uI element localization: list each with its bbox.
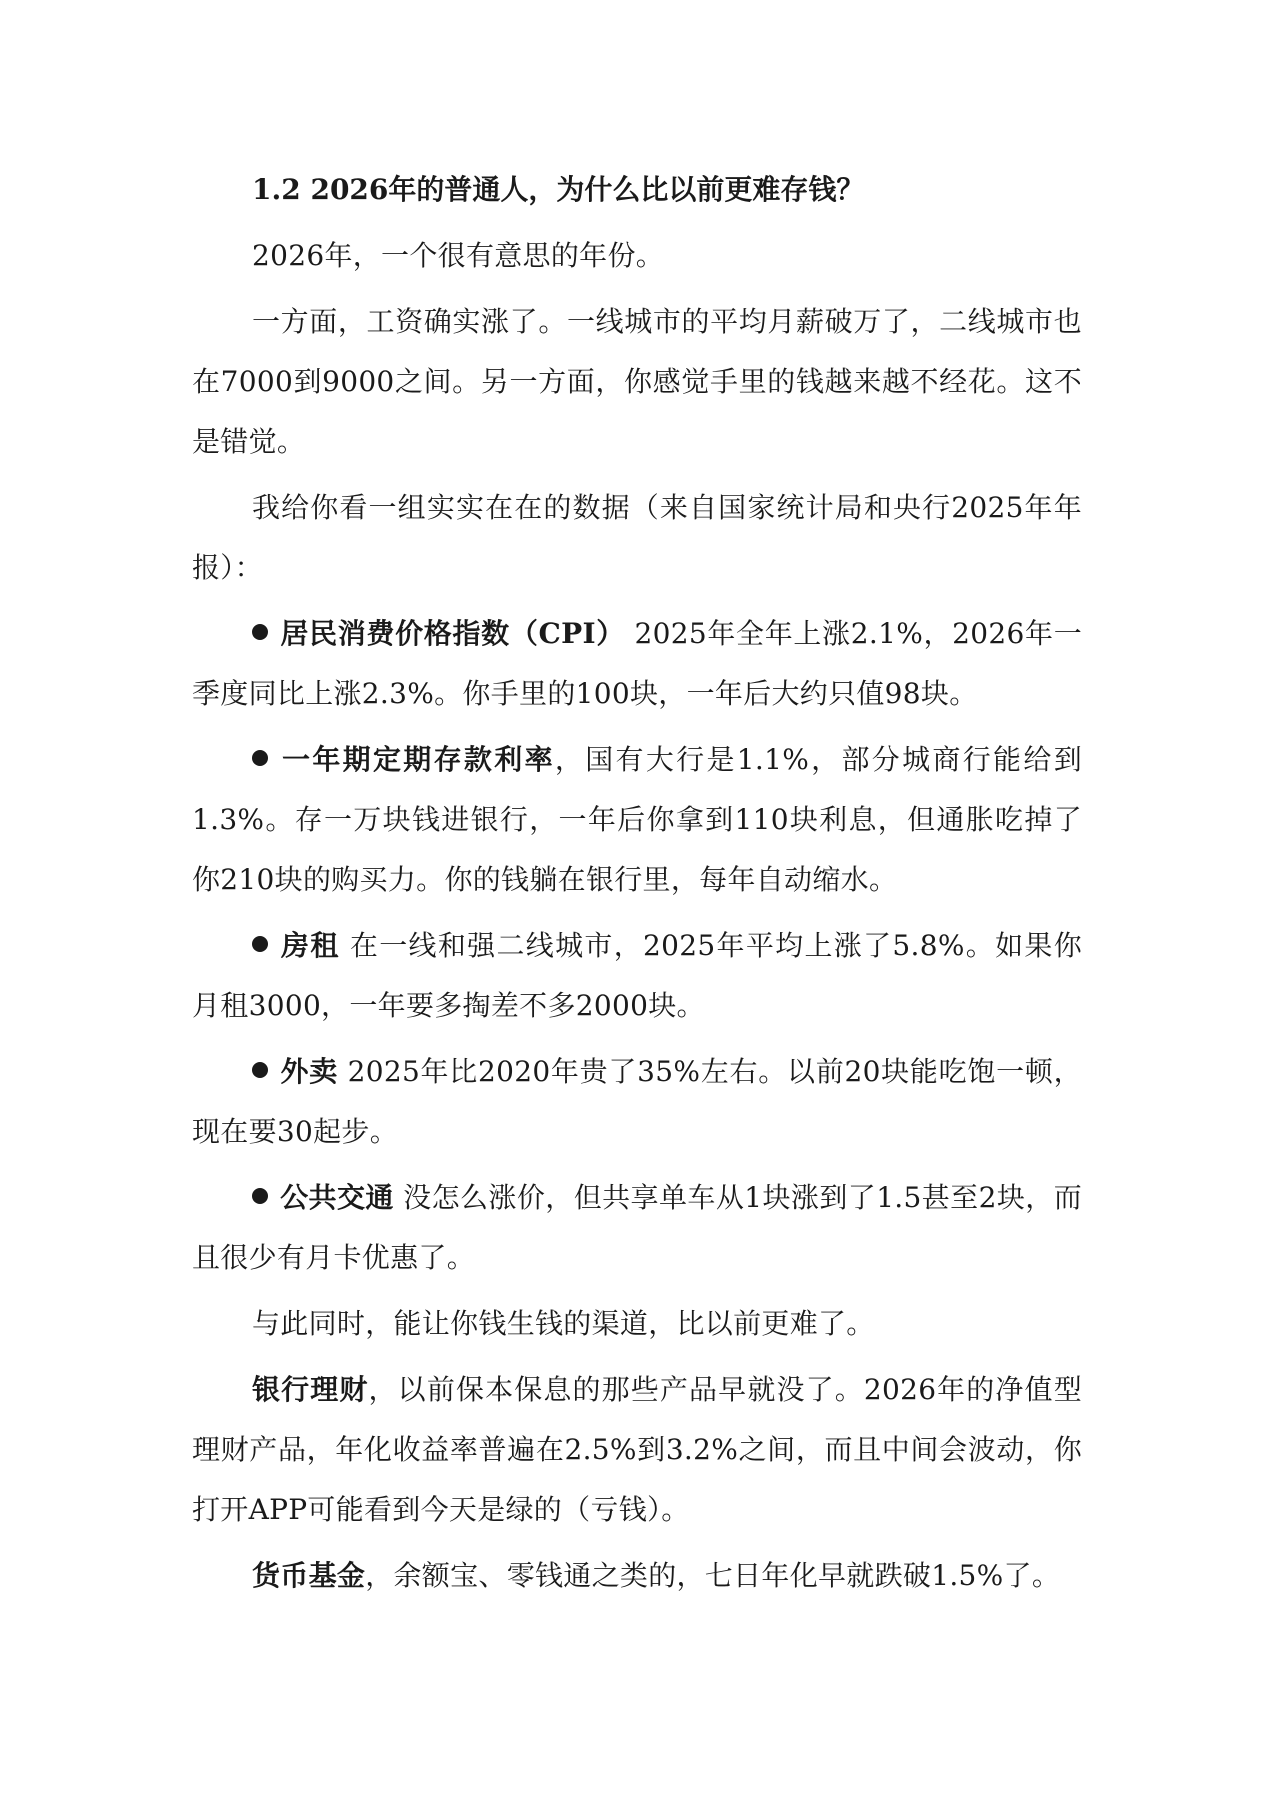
fund-text: ，余额宝、零钱通之类的，七日年化早就跌破1.5%了。	[365, 1559, 1061, 1592]
paragraph-intro: 2026年，一个很有意思的年份。	[252, 239, 665, 272]
paragraph-wages: 一方面，工资确实涨了。一线城市的平均月薪破万了，二线城市也在7000到9000之间。另一方面，你感觉手里的钱越来越不经花。这不是错觉。	[192, 305, 1082, 458]
bank-term: 银行理财	[252, 1373, 369, 1406]
bullet-icon	[252, 1062, 268, 1078]
bullet-icon	[252, 936, 268, 952]
bullet-cpi	[192, 604, 1082, 724]
bullet-text: 在一线和强二线城市，2025年平均上涨了5.8%。如果你月租3000，一年要多掏差不多2000块。	[192, 929, 1082, 1022]
bullet-icon	[252, 750, 268, 766]
bank-text: ，以前保本保息的那些产品早就没了。2026年的净值型理财产品，年化收益率普遍在2.5%到3.2%之间，而且中间会波动，你打开APP可能看到今天是绿的（亏钱）。	[192, 1373, 1082, 1526]
paragraph-channels: 与此同时，能让你钱生钱的渠道，比以前更难了。	[252, 1307, 875, 1340]
bullet-term: 居民消费价格指数（CPI）	[280, 617, 625, 650]
bullet-deposit-rate	[192, 730, 1082, 910]
bullet-rent	[192, 916, 1082, 1036]
bullet-term: 房租	[280, 929, 340, 962]
fund-term: 货币基金	[252, 1559, 366, 1592]
bullet-term: 公共交通	[280, 1181, 394, 1214]
paragraph-bank-wealth	[192, 1360, 1082, 1540]
bullet-term: 一年期定期存款利率	[280, 743, 555, 776]
bullet-takeout	[192, 1042, 1082, 1162]
paragraph-data-intro: 我给你看一组实实在在的数据（来自国家统计局和央行2025年年报）：	[192, 491, 1082, 584]
bullet-text: 没怎么涨价，但共享单车从1块涨到了1.5甚至2块，而且很少有月卡优惠了。	[192, 1181, 1082, 1274]
bullet-text: ，国有大行是1.1%，部分城商行能给到1.3%。存一万块钱进银行，一年后你拿到110块利息，但通胀吃掉了你210块的购买力。你的钱躺在银行里，每年自动缩水。	[192, 743, 1082, 896]
bullet-icon	[252, 624, 268, 640]
bullet-icon	[252, 1188, 268, 1204]
bullet-transport	[192, 1168, 1082, 1288]
bullet-text: 2025年全年上涨2.1%，2026年一季度同比上涨2.3%。你手里的100块，一年后大约只值98块。	[192, 617, 1082, 710]
bullet-term: 外卖	[280, 1055, 338, 1088]
paragraph-money-fund	[192, 1546, 1082, 1606]
document-page	[192, 160, 1082, 1612]
section-heading: 1.2 2026年的普通人，为什么比以前更难存钱？	[252, 173, 865, 206]
bullet-text: 2025年比2020年贵了35%左右。以前20块能吃饱一顿，现在要30起步。	[192, 1055, 1082, 1148]
